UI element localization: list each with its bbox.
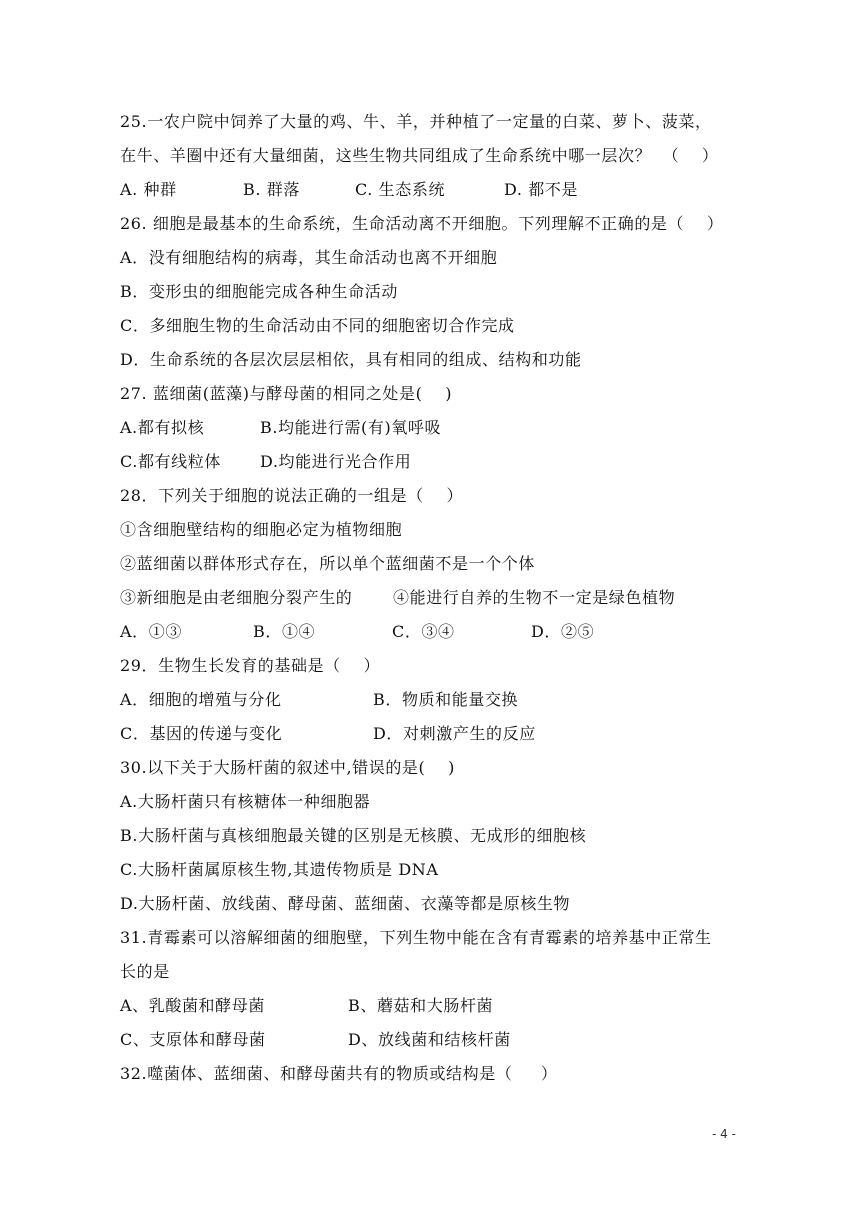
q29-option-b: B．物质和能量交换 (373, 690, 519, 709)
question-25-line-2: 在牛、羊圈中还有大量细菌，这些生物共同组成了生命系统中哪一层次？ （ ） (120, 146, 719, 165)
q25-option-a: A. 种群 (120, 180, 177, 199)
q26-option-a: A．没有细胞结构的病毒，其生命活动也离不开细胞 (120, 248, 498, 267)
q26-option-c: C．多细胞生物的生命活动由不同的细胞密切合作完成 (120, 316, 515, 335)
question-28-stem: 28．下列关于细胞的说法正确的一组是（ ） (120, 486, 464, 505)
page-number: - 4 - (712, 1127, 736, 1141)
q28-option-c: C．③④ (392, 622, 455, 641)
question-31-line-2: 长的是 (120, 962, 170, 981)
q31-option-a: A、乳酸菌和酵母菌 (120, 996, 265, 1015)
q25-option-d: D. 都不是 (504, 180, 579, 199)
q26-option-b: B．变形虫的细胞能完成各种生命活动 (120, 282, 398, 301)
q25-option-b: B. 群落 (243, 180, 300, 199)
q28-statement-1: ①含细胞壁结构的细胞必定为植物细胞 (120, 520, 403, 539)
q28-option-b: B．①④ (253, 622, 316, 641)
question-29-stem: 29．生物生长发育的基础是（ ） (120, 656, 381, 675)
q31-option-c: C、支原体和酵母菌 (120, 1030, 266, 1049)
q30-option-a: A.大肠杆菌只有核糖体一种细胞器 (120, 792, 371, 811)
q27-option-b: B.均能进行需(有)氧呼吸 (260, 418, 442, 437)
q31-option-d: D、放线菌和结核杆菌 (348, 1030, 511, 1049)
q28-statement-2: ②蓝细菌以群体形式存在，所以单个蓝细菌不是一个个体 (120, 554, 536, 573)
q28-statement-3: ③新细胞是由老细胞分裂产生的 (120, 588, 353, 607)
question-31-line-1: 31.青霉素可以溶解细菌的细胞壁，下列生物中能在含有青霉素的培养基中正常生 (120, 928, 712, 947)
q27-option-c: C.都有线粒体 (120, 452, 221, 471)
q27-option-a: A.都有拟核 (120, 418, 205, 437)
q30-option-b: B.大肠杆菌与真核细胞最关键的区别是无核膜、无成形的细胞核 (120, 826, 587, 845)
question-30-stem: 30.以下关于大肠杆菌的叙述中,错误的是( ) (120, 758, 455, 777)
q31-option-b: B、蘑菇和大肠杆菌 (348, 996, 494, 1015)
question-26-stem: 26. 细胞是最基本的生命系统，生命活动离不开细胞。下列理解不正确的是（ ） (120, 214, 724, 233)
q25-option-c: C. 生态系统 (355, 180, 446, 199)
q28-statement-4: ④能进行自养的生物不一定是绿色植物 (393, 588, 676, 607)
q29-option-d: D．对刺激产生的反应 (373, 724, 536, 743)
q29-option-c: C．基因的传递与变化 (120, 724, 283, 743)
question-27-stem: 27. 蓝细菌(蓝藻)与酵母菌的相同之处是( ) (120, 384, 453, 403)
q30-option-c: C.大肠杆菌属原核生物,其遗传物质是 DNA (120, 860, 439, 879)
q27-option-d: D.均能进行光合作用 (260, 452, 412, 471)
question-25-line-1: 25.一农户院中饲养了大量的鸡、牛、羊，并种植了一定量的白菜、萝卜、菠菜， (120, 112, 712, 131)
q28-option-d: D．②⑤ (531, 622, 595, 641)
q28-option-a: A．①③ (120, 622, 182, 641)
q30-option-d: D.大肠杆菌、放线菌、酵母菌、蓝细菌、衣藻等都是原核生物 (120, 894, 571, 913)
q29-option-a: A．细胞的增殖与分化 (120, 690, 282, 709)
question-32-stem: 32.噬菌体、蓝细菌、和酵母菌共有的物质或结构是（ ） (120, 1064, 558, 1083)
q26-option-d: D．生命系统的各层次层层相依，具有相同的组成、结构和功能 (120, 350, 582, 369)
